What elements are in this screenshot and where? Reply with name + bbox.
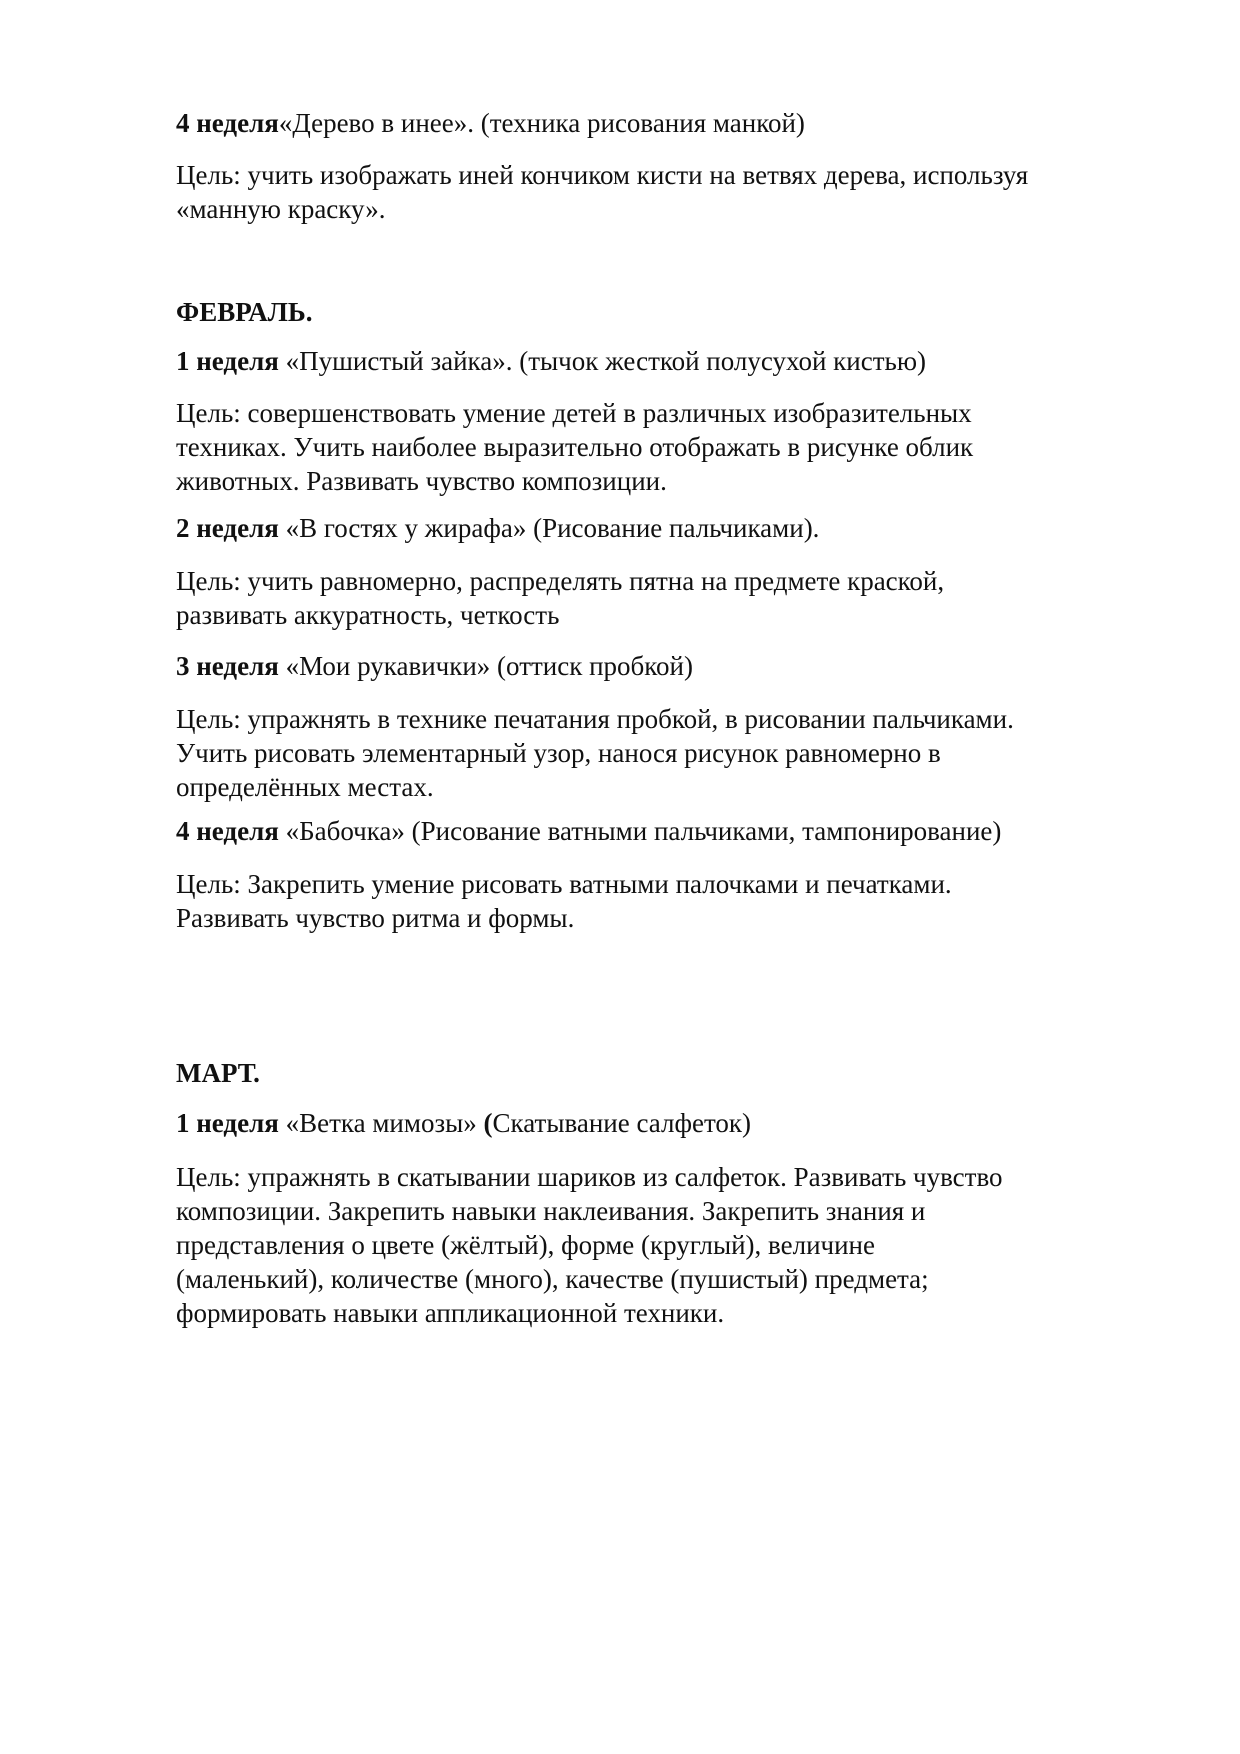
feb-week1-goal-line: животных. Развивать чувство композиции. xyxy=(176,466,667,496)
feb-week1-goal-line: Цель: совершенствовать умение детей в различных изобразительных xyxy=(176,398,972,428)
feb-week1-title-line xyxy=(176,345,926,378)
feb-week3-title: «Мои рукавички» (оттиск пробкой) xyxy=(278,651,693,681)
jan-week4-goal-line: «манную краску». xyxy=(176,194,386,224)
feb-week3-goal xyxy=(176,702,1116,804)
feb-week3-goal-line: Цель: упражнять в технике печатания пробкой, в рисовании пальчиками. xyxy=(176,704,1014,734)
feb-week2-title-line xyxy=(176,512,819,545)
feb-week3-goal-line: Учить рисовать элементарный узор, нанося рисунок равномерно в xyxy=(176,738,941,768)
mar-week1-paren: ( xyxy=(483,1108,493,1138)
feb-week4-goal-line: Развивать чувство ритма и формы. xyxy=(176,903,575,933)
feb-week1-title: «Пушистый зайка». (тычок жесткой полусухой кистью) xyxy=(278,346,926,376)
feb-week2-label: 2 неделя xyxy=(176,513,279,543)
mar-week1-goal-line: Цель: упражнять в скатывании шариков из салфеток. Развивать чувство xyxy=(176,1162,1003,1192)
february-heading: ФЕВРАЛЬ. xyxy=(176,297,313,327)
feb-week4-label: 4 неделя xyxy=(176,816,279,846)
feb-week1-goal-line: техниках. Учить наиболее выразительно отображать в рисунке облик xyxy=(176,432,974,462)
mar-week1-label: 1 неделя xyxy=(176,1108,279,1138)
feb-week2-goal-line: развивать аккуратность, четкость xyxy=(176,600,560,630)
mar-week1-title: «Ветка мимозы» xyxy=(278,1108,484,1138)
feb-week2-goal-line: Цель: учить равномерно, распределять пятна на предмете краской, xyxy=(176,566,945,596)
feb-week4-goal xyxy=(176,867,1116,935)
feb-week4-title-line xyxy=(176,815,1001,848)
jan-week4-label: 4 неделя xyxy=(176,108,279,138)
feb-week2-goal xyxy=(176,564,1116,632)
mar-week1-goal-line: композиции. Закрепить навыки наклеивания. Закрепить знания и xyxy=(176,1196,926,1226)
jan-week4-goal-line: Цель: учить изображать иней кончиком кисти на ветвях дерева, используя xyxy=(176,160,1029,190)
feb-week3-label: 3 неделя xyxy=(176,651,279,681)
mar-week1-goal-line: представления о цвете (жёлтый), форме (круглый), величине xyxy=(176,1230,875,1260)
feb-week1-label: 1 неделя xyxy=(176,346,279,376)
jan-week4-title: «Дерево в инее». (техника рисования манкой) xyxy=(278,108,805,138)
feb-week4-title: «Бабочка» (Рисование ватными пальчиками, тампонирование) xyxy=(278,816,1002,846)
feb-week4-goal-line: Цель: Закрепить умение рисовать ватными палочками и печатками. xyxy=(176,869,952,899)
feb-week3-goal-line: определённых местах. xyxy=(176,772,434,802)
jan-week4-title-line xyxy=(176,107,805,140)
mar-week1-goal-line: формировать навыки аппликационной техники. xyxy=(176,1298,725,1328)
feb-week1-goal xyxy=(176,396,1116,498)
jan-week4-goal xyxy=(176,158,1116,226)
feb-week2-title: «В гостях у жирафа» (Рисование пальчиками). xyxy=(278,513,820,543)
march-heading: МАРТ. xyxy=(176,1058,260,1088)
feb-week3-title-line xyxy=(176,650,693,683)
mar-week1-title-line xyxy=(176,1107,751,1140)
mar-week1-goal-line: (маленький), количестве (много), качестве (пушистый) предмета; xyxy=(176,1264,929,1294)
mar-week1-goal xyxy=(176,1160,1116,1330)
mar-week1-title-rest: Скатывание салфеток) xyxy=(492,1108,752,1138)
